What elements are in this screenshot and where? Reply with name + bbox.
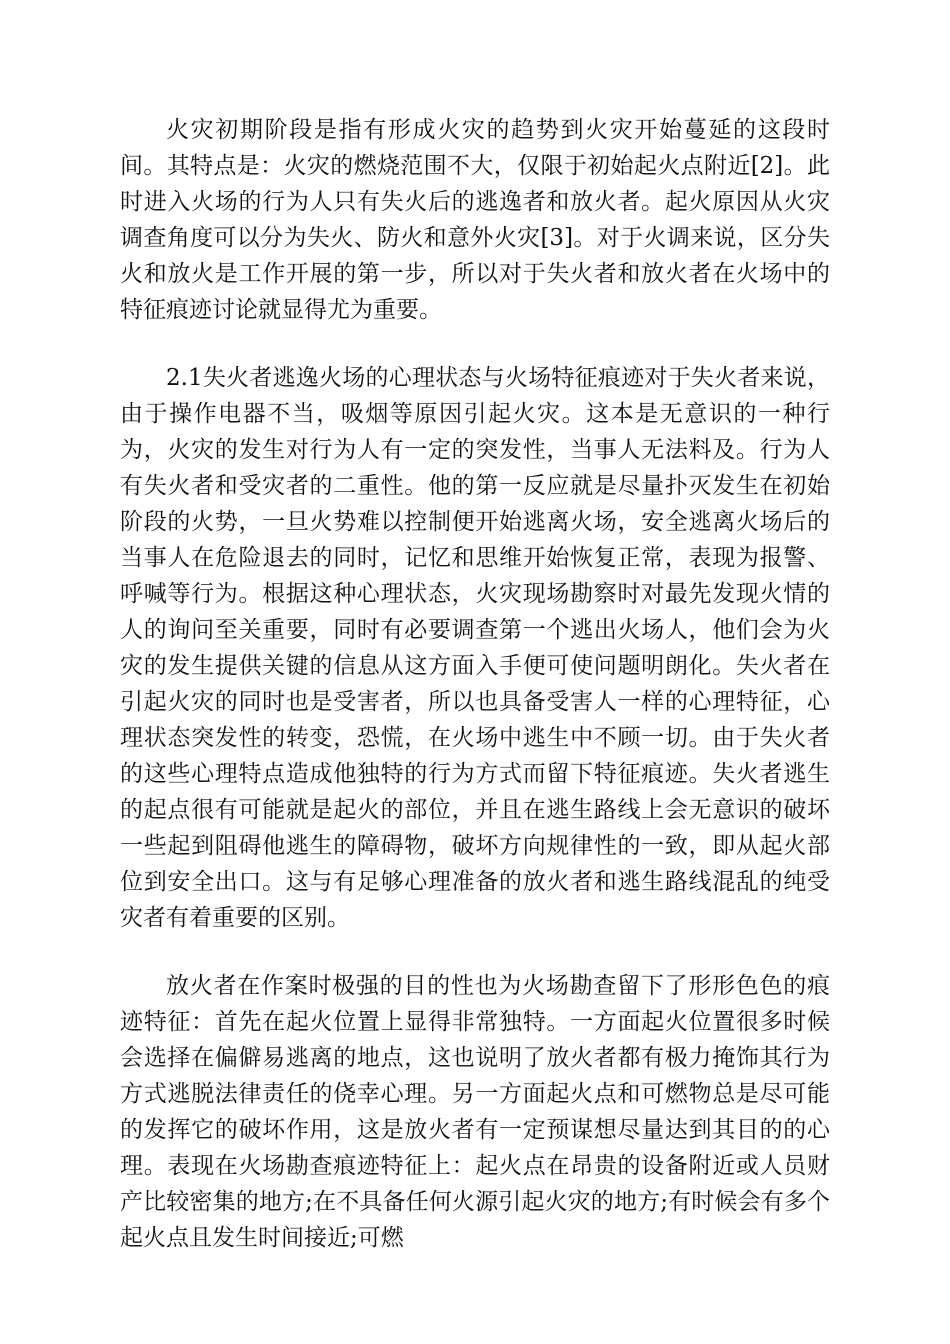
paragraph-arsonist-traces: 放火者在作案时极强的目的性也为火场勘查留下了形形色色的痕迹特征：首先在起火位置上显得非常独特。一方面起火位置很多时候会选择在偏僻易逃离的地点，这也说明了放火者都有极力掩饰其行为方式逃脱法律责任的侥幸心理。另一方面起火点和可燃物总是尽可能的发挥它的破坏作用，这是放火者有一定预谋想尽量达到其目的的心理。表现在火场勘查痕迹特征上：起火点在昂贵的设备附近或人员财产比较密集的地方;在不具备任何火源引起火灾的地方;有时候会有多个起火点且发生时间接近;可燃 — [120, 973, 830, 1251]
paragraph-accidental-fire-escape: 2.1失火者逃逸火场的心理状态与火场特征痕迹对于失火者来说，由于操作电器不当，吸烟等原因引起火灾。这本是无意识的一种行为，火灾的发生对行为人有一定的突发性，当事人无法料及。行为人有失火者和受灾者的二重性。他的第一反应就是尽量扑灭发生在初始阶段的火势，一旦火势难以控制便开始逃离火场，安全逃离火场后的当事人在危险退去的同时，记忆和思维开始恢复正常，表现为报警、呼喊等行为。根据这种心理状态，火灾现场勘察时对最先发现火情的人的询问至关重要，同时有必要调查第一个逃出火场人，他们会为火灾的发生提供关键的信息从这方面入手便可使问题明朗化。失火者在引起火灾的同时也是受害者，所以也具备受害人一样的心理特征，心理状态突发性的转变，恐慌，在火场中逃生中不顾一切。由于失火者的这些心理特点造成他独特的行为方式而留下特征痕迹。失火者逃生的起点很有可能就是起火的部位，并且在逃生路线上会无意识的破坏一些起到阻碍他逃生的障碍物，破坏方向规律性的一致，即从起火部位到安全出口。这与有足够心理准备的放火者和逃生路线混乱的纯受灾者有着重要的区别。 — [120, 365, 830, 931]
paragraph-fire-initial-stage: 火灾初期阶段是指有形成火灾的趋势到火灾开始蔓延的这段时间。其特点是：火灾的燃烧范围不大，仅限于初始起火点附近[2]。此时进入火场的行为人只有失火后的逃逸者和放火者。起火原因从火灾调查角度可以分为失火、防火和意外火灾[3]。对于火调来说，区分失火和放火是工作开展的第一步，所以对于失火者和放火者在火场中的特征痕迹讨论就显得尤为重要。 — [120, 117, 830, 323]
